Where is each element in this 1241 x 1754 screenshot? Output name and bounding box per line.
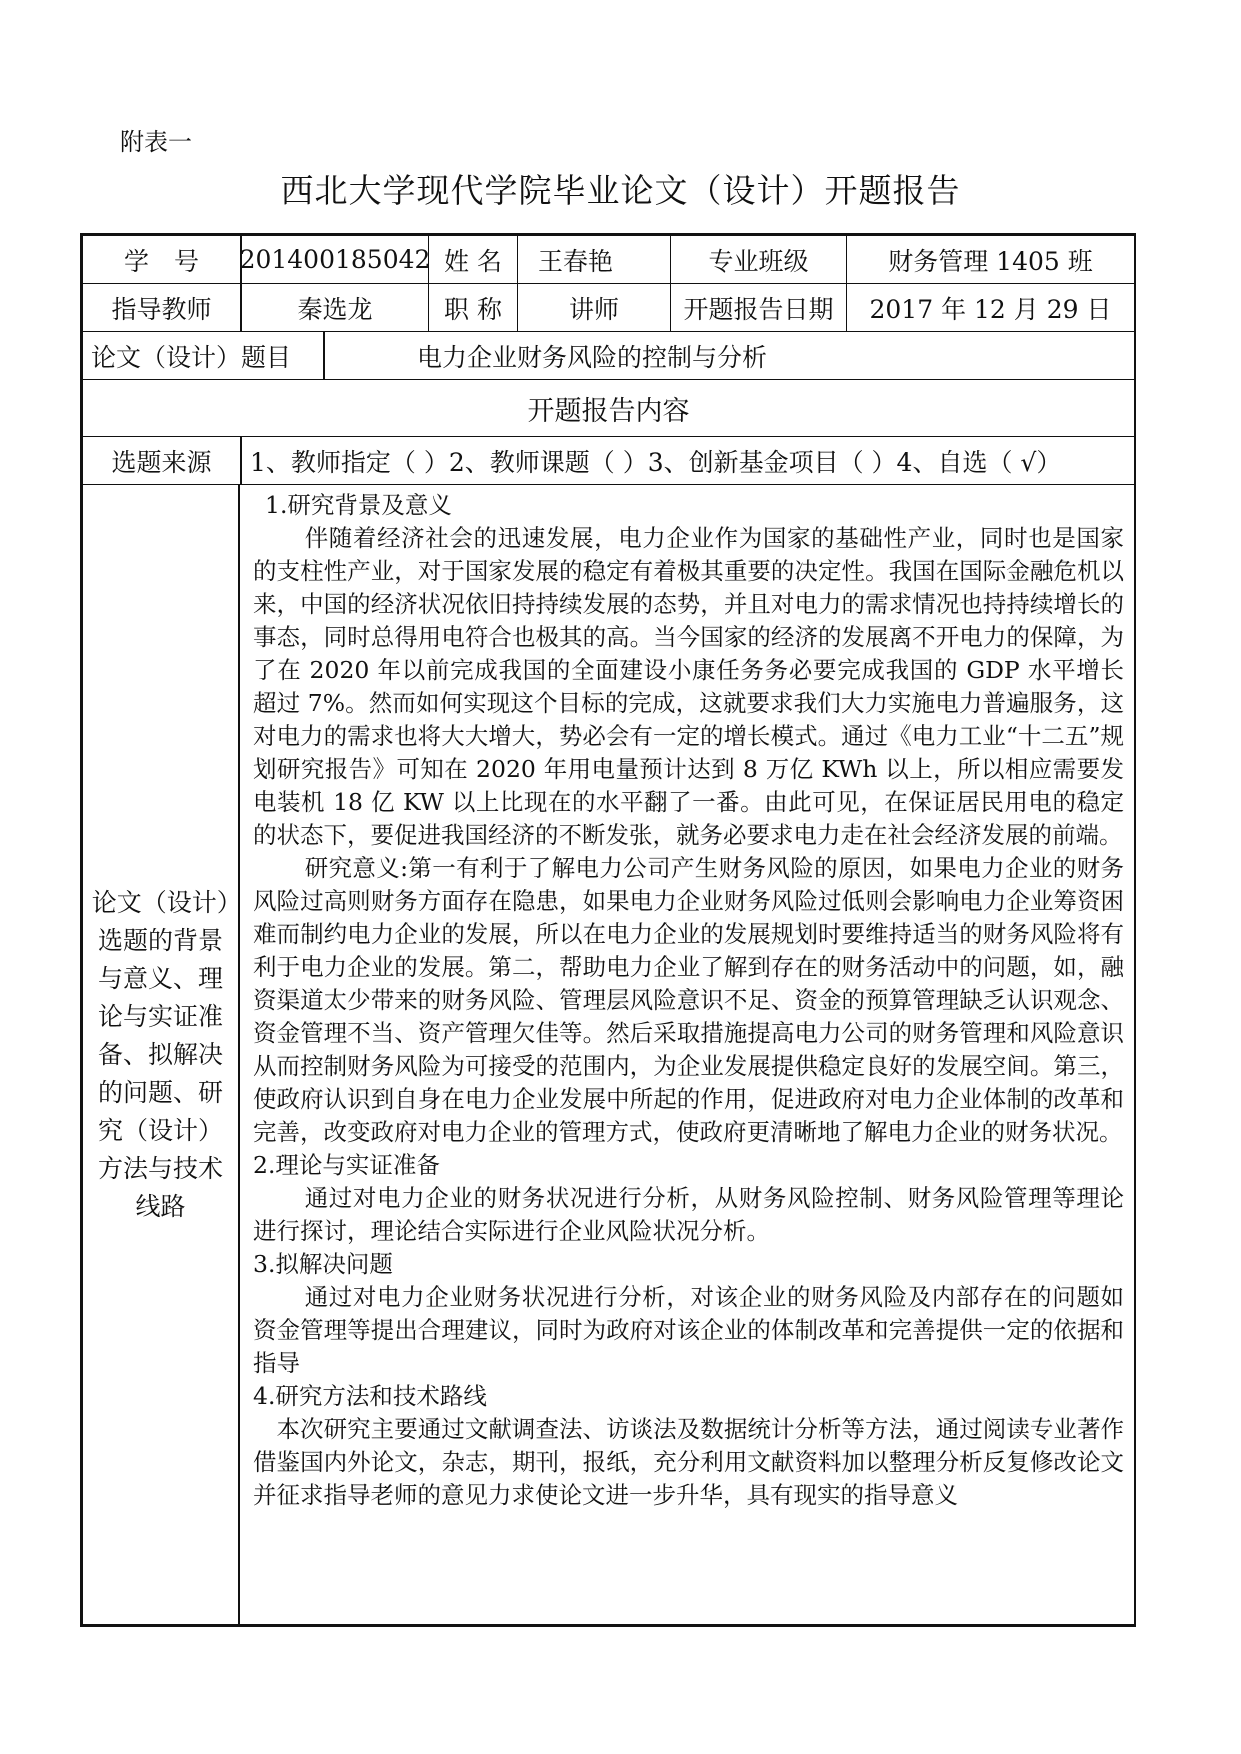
date-value: 2017 年 12 月 29 日 bbox=[846, 284, 1134, 331]
body-side-label-text: 论文（设计）选题的背景与意义、理论与实证准备、拟解决的问题、研究（设计）方法与技术线路 bbox=[91, 887, 230, 1221]
row-advisor-info bbox=[83, 284, 1134, 332]
section-header: 开题报告内容 bbox=[527, 395, 690, 427]
topic-label: 论文（设计）题目 bbox=[91, 342, 292, 372]
body-side-label bbox=[83, 485, 240, 1624]
rank-value: 讲师 bbox=[517, 284, 670, 331]
heading-methods: 4.研究方法和技术路线 bbox=[253, 1382, 487, 1410]
student-id-value: 201400185042 bbox=[240, 236, 428, 283]
date-label: 开题报告日期 bbox=[670, 284, 846, 331]
row-topic bbox=[83, 332, 1134, 380]
row-section-header bbox=[83, 380, 1134, 437]
page-title: 西北大学现代学院毕业论文（设计）开题报告 bbox=[280, 171, 961, 210]
name-label: 姓 名 bbox=[428, 236, 517, 283]
heading-theory: 2.理论与实证准备 bbox=[253, 1151, 440, 1179]
paragraph-significance: 研究意义:第一有利于了解电力公司产生财务风险的原因，如果电力企业的财务风险过高则财务方面存在隐患，如果电力企业财务风险过低则会影响电力企业筹资困难而制约电力企业的发展，所以在电力企业的发展规划时要维持适当的财务风险将有利于电力企业的发展。第二，帮助电力企业了解到存在的财务活动中的问题，如，融资渠道太少带来的财务风险、管理层风险意识不足、资金的预算管理缺乏认识观念、资金管理不当、资产管理欠佳等。然后采取措施提高电力公司的财务管理和风险意识从而控制财务风险为可接受的范围内，为企业发展提供稳定良好的发展空间。第三，使政府认识到自身在电力企业发展中所起的作用，促进政府对电力企业体制的改革和完善，改变政府对电力企业的管理方式，使政府更清晰地了解电力企业的财务状况。 bbox=[253, 854, 1124, 1146]
body-content bbox=[253, 489, 1124, 1512]
major-label: 专业班级 bbox=[670, 236, 846, 283]
source-value: 1、教师指定（ ）2、教师课题（ ）3、创新基金项目（ ）4、自选（ √） bbox=[240, 437, 1134, 484]
rank-label: 职 称 bbox=[428, 284, 517, 331]
proposal-form bbox=[80, 233, 1136, 1627]
advisor-label: 指导教师 bbox=[111, 294, 212, 324]
row-body bbox=[83, 485, 1134, 1624]
student-id-label: 学 号 bbox=[123, 246, 199, 276]
name-value: 王春艳 bbox=[517, 236, 670, 283]
heading-background: 1.研究背景及意义 bbox=[265, 491, 452, 519]
paragraph-problems: 通过对电力企业财务状况进行分析，对该企业的财务风险及内部存在的问题如资金管理等提出合理建议，同时为政府对该企业的体制改革和完善提供一定的依据和指导 bbox=[253, 1283, 1124, 1377]
paragraph-background: 伴随着经济社会的迅速发展，电力企业作为国家的基础性产业，同时也是国家的支柱性产业，对于国家发展的稳定有着极其重要的决定性。我国在国际金融危机以来，中国的经济状况依旧持持续发展的态势，并且对电力的需求情况也持持续增长的事态，同时总得用电符合也极其的高。当今国家的经济的发展离不开电力的保障，为了在 2020 年以前完成我国的全面建设小康任务务必要完成我国的 GDP 水平增长超过 7%。然而如何实现这个目标的完成，这就要求我们大力实施电力普遍服务，这对电力的需求也将大大增大，势必会有一定的增长模式。通过《电力工业“十二五”规划研究报告》可知在 2020 年用电量预计达到 8 万亿 KWh 以上，所以相应需要发电装机 18 亿 KW 以上比现在的水平翻了一番。由此可见，在保证居民用电的稳定的状态下，要促进我国经济的不断发张，就务必要求电力走在社会经济发展的前端。 bbox=[253, 524, 1124, 849]
annex-label: 附表一 bbox=[120, 128, 192, 156]
paragraph-theory: 通过对电力企业的财务状况进行分析，从财务风险控制、财务风险管理等理论进行探讨，理论结合实际进行企业风险状况分析。 bbox=[253, 1184, 1124, 1245]
row-student-info bbox=[83, 236, 1134, 284]
major-value: 财务管理 1405 班 bbox=[846, 236, 1134, 283]
row-source bbox=[83, 437, 1134, 485]
advisor-value: 秦选龙 bbox=[240, 284, 428, 331]
heading-problems: 3.拟解决问题 bbox=[253, 1250, 393, 1278]
paragraph-methods: 本次研究主要通过文献调查法、访谈法及数据统计分析等方法，通过阅读专业著作借鉴国内外论文，杂志，期刊，报纸，充分利用文献资料加以整理分析反复修改论文并征求指导老师的意见力求使论文进一步升华，具有现实的指导意义 bbox=[253, 1415, 1124, 1509]
topic-value: 电力企业财务风险的控制与分析 bbox=[323, 332, 1134, 379]
source-label: 选题来源 bbox=[111, 447, 212, 477]
